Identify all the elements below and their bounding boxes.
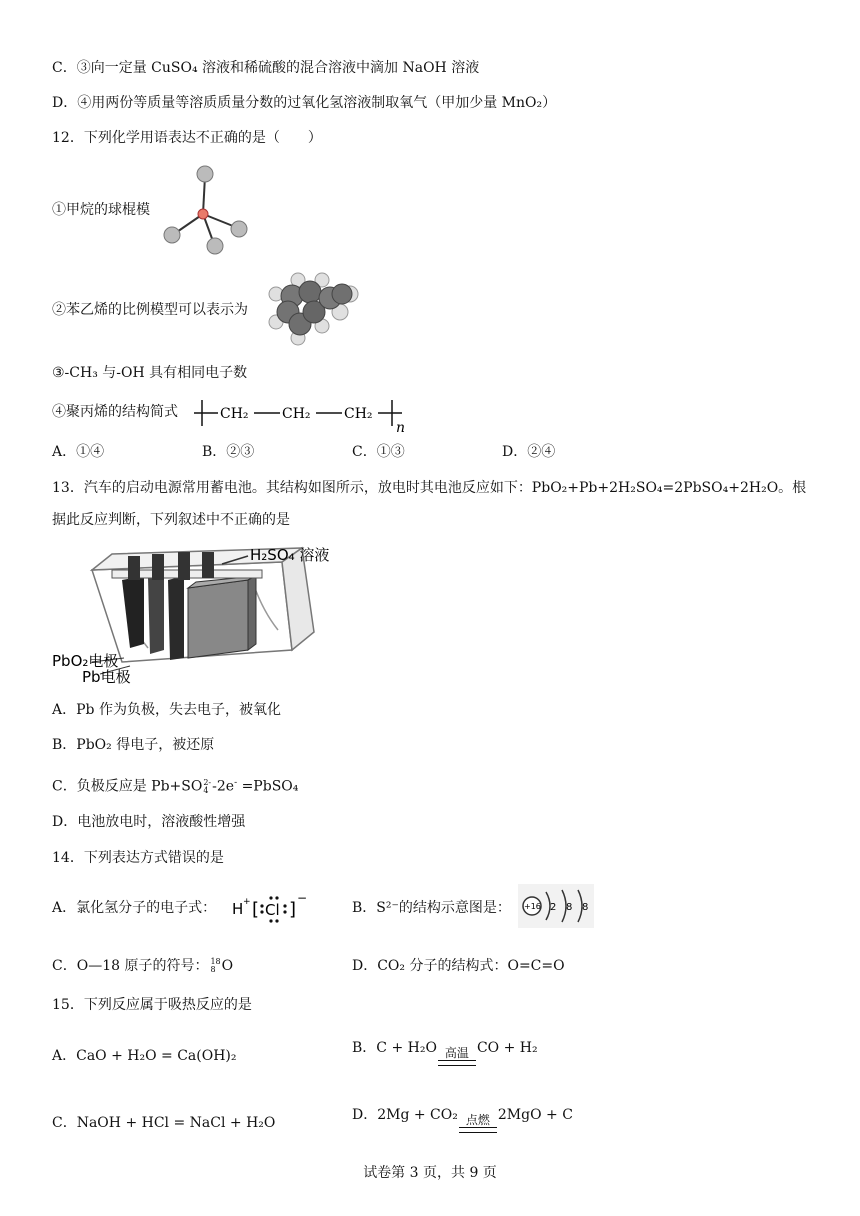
q12-item-3: ③-CH₃ 与-OH 具有相同电子数 [52,365,248,381]
q15-stem: 15．下列反应属于吸热反应的是 [52,997,252,1013]
q12-item-4: ④聚丙烯的结构简式 [52,404,178,420]
lead-acid-battery-diagram [52,540,352,690]
q14-option-a: A．氯化氢分子的电子式： [52,900,217,916]
nucleus-label: +16 [524,902,541,911]
q15-option-a: A．CaO + H₂O = Ca(OH)₂ [52,1048,237,1064]
fig-label-h2so4: H₂SO₄ 溶液 [250,546,330,564]
svg-text:[: [ [252,899,260,920]
q13-option-b: B．PbO₂ 得电子，被还原 [52,737,215,753]
q14-option-d: D．CO₂ 分子的结构式：O=C=O [352,958,565,974]
polymer-unit-2: CH₂ [282,406,311,422]
q14-option-c: C．O—18 原子的符号： 18 8 O [52,957,234,974]
svg-text:−: − [297,891,308,905]
polymer-unit-1: CH₂ [220,406,249,422]
fig-label-pb: Pb电极 [82,668,131,686]
q12-stem: 12．下列化学用语表达不正确的是（ ） [52,130,322,146]
q12-option-d: D．②④ [502,444,556,460]
polymer-unit-3: CH₂ [344,406,373,422]
shell-3: 8 [582,902,589,913]
svg-text:]: ] [289,899,297,920]
svg-text:+: + [243,897,251,907]
q14-stem: 14．下列表达方式错误的是 [52,850,224,866]
q12-item-1: ①甲烷的球棍模 [52,202,150,218]
methane-ball-stick-model [158,162,254,262]
q15-option-d: D．2Mg + CO₂ 点燃 2MgO + C [352,1097,573,1133]
q15-option-b: B．C + H₂O 高温 CO + H₂ [352,1030,538,1066]
q13-option-d: D．电池放电时，溶液酸性增强 [52,814,246,830]
q13-stem-line-1: 13．汽车的启动电源常用蓄电池。其结构如图所示，放电时其电池反应如下：PbO₂+Pb+2H₂SO₄=2PbSO₄+2H₂O。根 [52,480,807,496]
q15-option-c: C．NaOH + HCl = NaCl + H₂O [52,1115,276,1131]
q12-item-2: ②苯乙烯的比例模型可以表示为 [52,302,248,318]
q11-option-d: D．④用两份等质量等溶质质量分数的过氧化氢溶液制取氧气（甲加少量 MnO₂） [52,95,557,111]
q14-option-b: B．S²⁻的结构示意图是： [352,900,511,916]
hcl-cl: Cl [265,901,280,919]
styrene-space-filling-model [266,272,362,348]
polymer-n: n [396,420,406,436]
page-footer: 试卷第 3 页，共 9 页 [363,1165,497,1181]
q12-option-b: B．②③ [202,444,255,460]
q12-option-a: A．①④ [52,444,105,460]
hcl-h: H [232,900,244,918]
shell-2: 8 [566,902,573,913]
fig-label-pbo2: PbO₂电极 [52,652,119,670]
sulfide-ion-structure-diagram [518,884,594,928]
q13-option-c: C．负极反应是 Pb+SO 2- 4 -2e- =PbSO₄ [52,777,299,795]
polypropylene-structure [190,396,410,436]
q13-stem-line-2: 据此反应判断，下列叙述中不正确的是 [52,512,290,528]
q11-option-c: C．③向一定量 CuSO₄ 溶液和稀硫酸的混合溶液中滴加 NaOH 溶液 [52,60,480,76]
q12-option-c: C．①③ [352,444,405,460]
shell-1: 2 [550,902,557,913]
q13-option-a: A．Pb 作为负极，失去电子，被氧化 [52,702,281,718]
hcl-electron-formula [232,890,312,926]
